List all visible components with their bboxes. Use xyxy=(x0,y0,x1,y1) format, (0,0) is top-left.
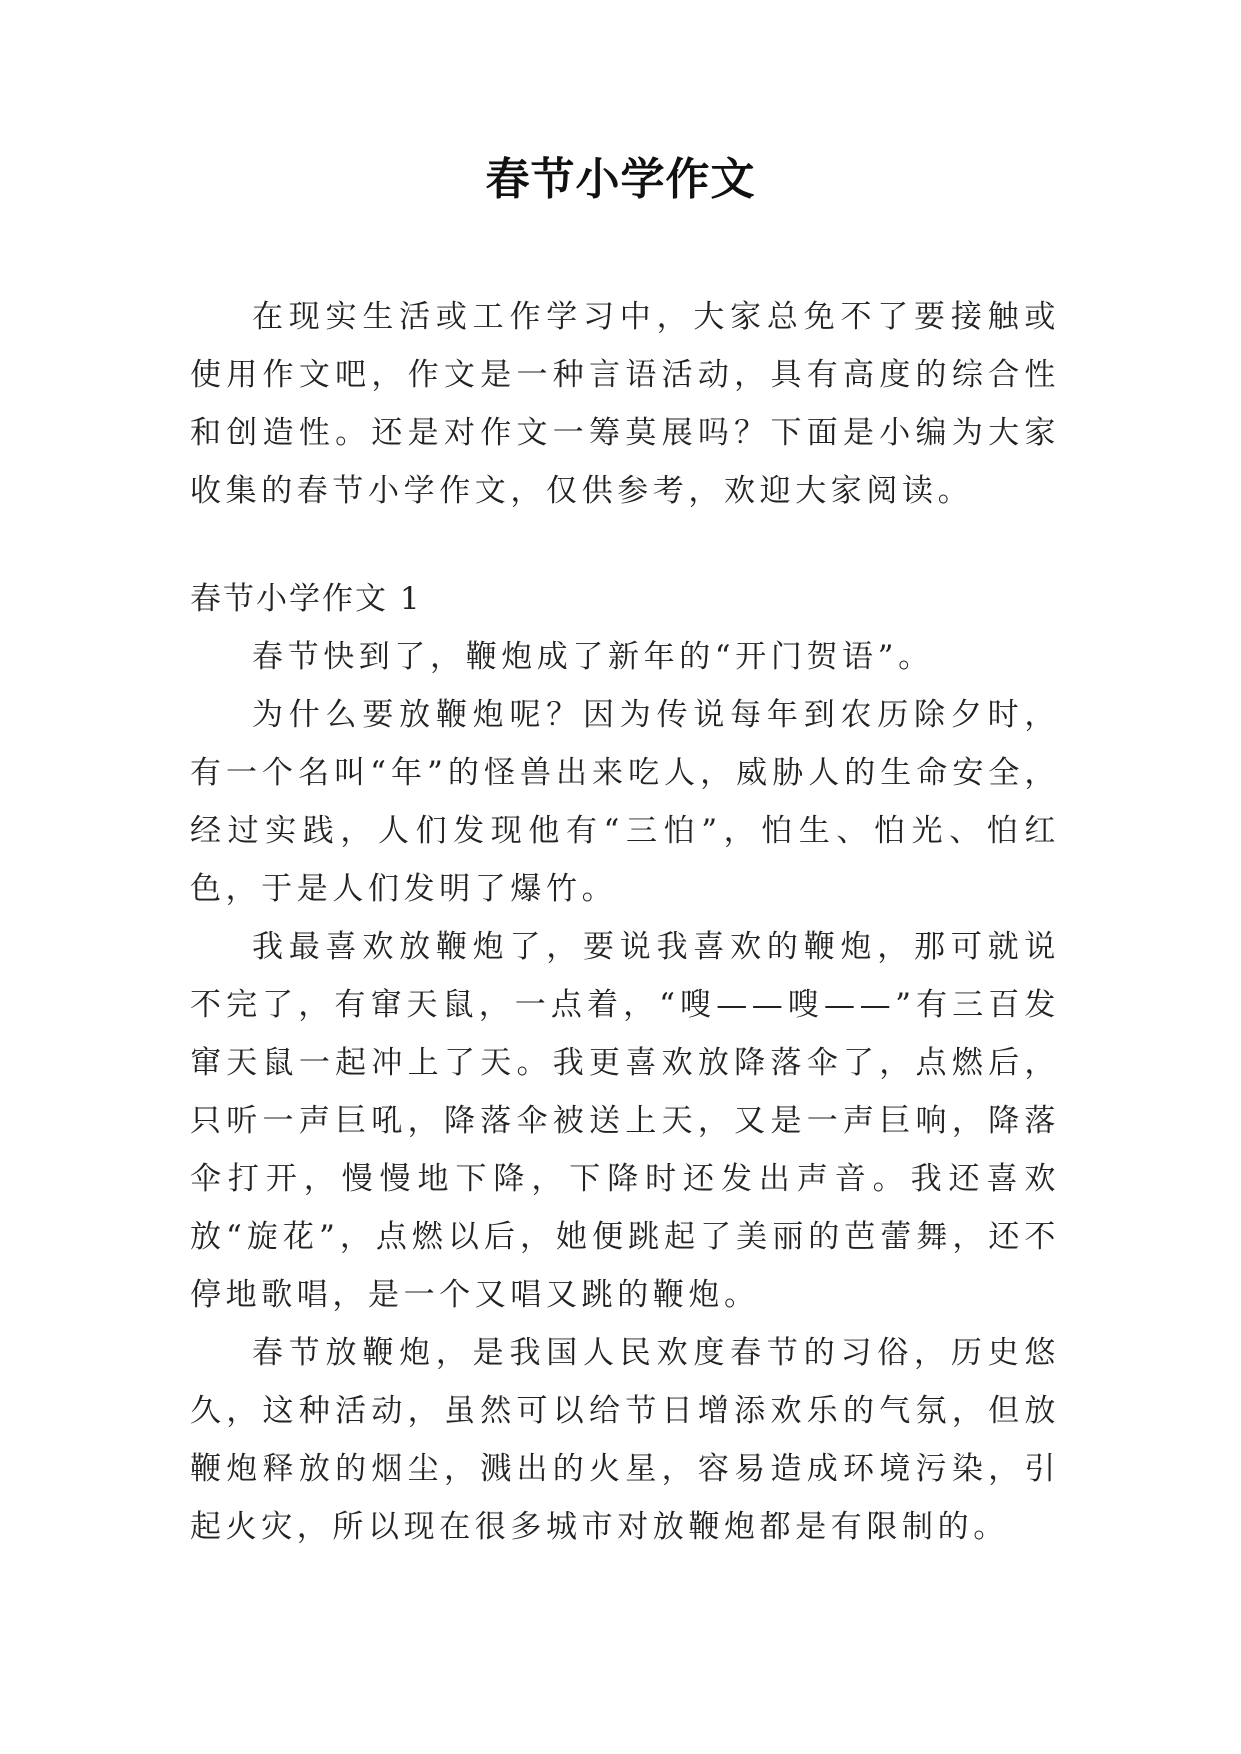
body-paragraph-3: 我最喜欢放鞭炮了，要说我喜欢的鞭炮，那可就说不完了，有窜天鼠，一点着，“嗖——嗖——”有三百发窜天鼠一起冲上了天。我更喜欢放降落伞了，点燃后，只听一声巨吼，降落伞被送上天，又是一声巨响，降落伞打开，慢慢地下降，下降时还发出声音。我还喜欢放“旋花”，点燃以后，她便跳起了美丽的芭蕾舞，还不停地歌唱，是一个又唱又跳的鞭炮。 xyxy=(190,929,1060,1313)
body-paragraph-4: 春节放鞭炮，是我国人民欢度春节的习俗，历史悠久，这种活动，虽然可以给节日增添欢乐的气氛，但放鞭炮释放的烟尘，溅出的火星，容易造成环境污染，引起火灾，所以现在很多城市对放鞭炮都是有限制的。 xyxy=(190,1335,1060,1545)
intro-paragraph: 在现实生活或工作学习中，大家总免不了要接触或使用作文吧，作文是一种言语活动，具有高度的综合性和创造性。还是对作文一筹莫展吗？下面是小编为大家收集的春节小学作文，仅供参考，欢迎大家阅读。 xyxy=(190,299,1060,509)
body-paragraph-1: 春节快到了，鞭炮成了新年的“开门贺语”。 xyxy=(252,639,934,675)
document-title: 春节小学作文 xyxy=(485,154,756,205)
document-body xyxy=(190,288,1060,1556)
section-heading: 春节小学作文 1 xyxy=(190,581,422,617)
body-paragraph-2: 为什么要放鞭炮呢？因为传说每年到农历除夕时，有一个名叫“年”的怪兽出来吃人，威胁人的生命安全，经过实践，人们发现他有“三怕”，怕生、怕光、怕红色，于是人们发明了爆竹。 xyxy=(190,697,1060,907)
